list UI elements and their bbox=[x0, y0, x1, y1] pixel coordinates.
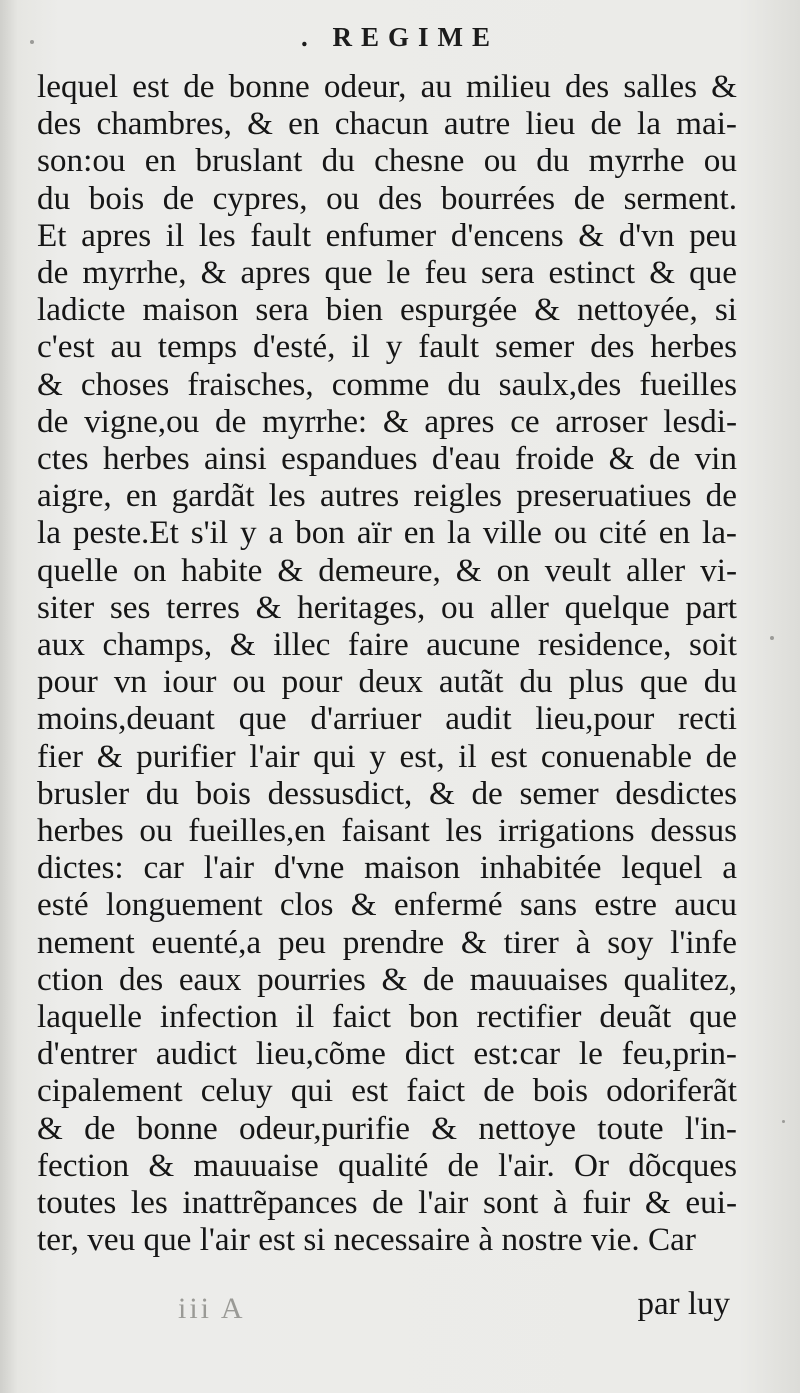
text-line: c'est au temps d'esté, il y fault semer des herbes bbox=[37, 328, 737, 366]
text-line: ction des eaux pourries & de mauuaises qualitez, bbox=[37, 960, 737, 998]
text-line: toutes les inattrẽpances de l'air sont à fuir & eui- bbox=[37, 1184, 737, 1222]
text-line: nement euenté,a peu prendre & tirer à soy l'infe bbox=[37, 923, 737, 961]
text-line: quelle on habite & demeure, & on veult aller vi- bbox=[37, 551, 737, 589]
text-line: de vigne,ou de myrrhe: & apres ce arroser lesdi- bbox=[37, 402, 737, 440]
text-line: des chambres, & en chacun autre lieu de la mai- bbox=[37, 105, 737, 143]
text-line: fier & purifier l'air qui y est, il est conuenable de bbox=[37, 737, 737, 775]
text-line: aux champs, & illec faire aucune residence, soit bbox=[37, 626, 737, 664]
text-line: Et apres il les fault enfumer d'encens & d'vn peu bbox=[37, 216, 737, 254]
text-line: la peste.Et s'il y a bon aïr en la ville ou cité en la- bbox=[37, 514, 737, 552]
text-line: siter ses terres & heritages, ou aller quelque part bbox=[37, 588, 737, 626]
text-line: lequel est de bonne odeur, au milieu des salles & bbox=[37, 68, 737, 105]
catchword: par luy bbox=[637, 1286, 730, 1322]
running-header: . REGIME bbox=[300, 22, 499, 52]
text-line: aigre, en gardãt les autres reigles preseruatiues de bbox=[37, 477, 737, 515]
text-line: ladicte maison sera bien espurgée & nettoyée, si bbox=[37, 291, 737, 329]
text-line: d'entrer audict lieu,cõme dict est:car le feu,prin- bbox=[37, 1035, 737, 1073]
text-line: herbes ou fueilles,en faisant les irrigations dessus bbox=[37, 812, 737, 850]
paper-speck bbox=[782, 1120, 785, 1123]
signature-mark: iii A bbox=[178, 1292, 246, 1325]
text-line: son:ou en bruslant du chesne ou du myrrhe ou bbox=[37, 142, 737, 180]
text-line: & de bonne odeur,purifie & nettoye toute l'in- bbox=[37, 1109, 737, 1147]
text-line: dictes: car l'air d'vne maison inhabitée lequel a bbox=[37, 849, 737, 887]
paper-speck bbox=[770, 636, 774, 640]
text-line: cipalement celuy qui est faict de bois odoriferãt bbox=[37, 1072, 737, 1110]
text-line: & choses fraisches, comme du saulx,des fueilles bbox=[37, 365, 737, 403]
text-line: ctes herbes ainsi espandues d'eau froide & de vin bbox=[37, 440, 737, 478]
text-line: du bois de cypres, ou des bourrées de serment. bbox=[37, 179, 737, 217]
page-footer bbox=[0, 1286, 800, 1336]
text-line: laquelle infection il faict bon rectifier deuãt que bbox=[37, 998, 737, 1036]
text-line: pour vn iour ou pour deux autãt du plus que du bbox=[37, 663, 737, 701]
text-line: fection & mauuaise qualité de l'air. Or dõcques bbox=[37, 1146, 737, 1184]
text-line: ter, veu que l'air est si necessaire à nostre vie. Car bbox=[37, 1221, 696, 1259]
paper-speck bbox=[30, 40, 34, 44]
text-line: de myrrhe, & apres que le feu sera estinct & que bbox=[37, 254, 737, 292]
text-line: moins,deuant que d'arriuer audit lieu,pour recti bbox=[37, 700, 737, 738]
text-line: esté longuement clos & enfermé sans estre aucu bbox=[37, 886, 737, 924]
text-line: brusler du bois dessusdict, & de semer desdictes bbox=[37, 774, 737, 812]
body-text bbox=[37, 68, 737, 1259]
